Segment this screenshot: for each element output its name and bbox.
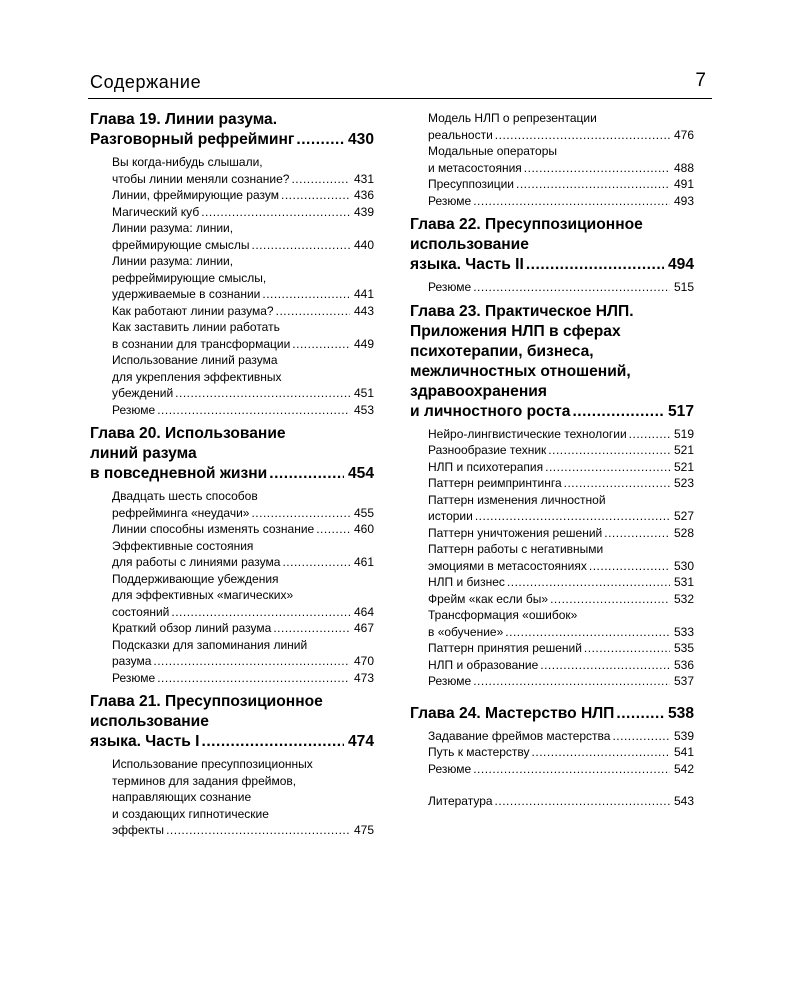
toc-entry	[112, 571, 374, 621]
toc-column-left	[90, 110, 374, 845]
chapter-title-row	[90, 732, 374, 752]
toc-entry-row	[428, 442, 694, 459]
chapter-title-line: Глава 23. Практическое НЛП.	[410, 302, 634, 320]
toc-entry	[428, 176, 694, 193]
chapter-block	[90, 424, 374, 686]
dot-leader	[616, 704, 664, 724]
toc-entry	[112, 303, 374, 320]
dot-leader	[532, 744, 670, 761]
toc-entry-row	[428, 127, 694, 144]
toc-entry	[112, 253, 374, 303]
toc-entry-line: Использование пресуппозиционных	[112, 757, 313, 771]
dot-leader	[572, 402, 664, 422]
dot-leader	[507, 574, 670, 591]
chapter-title-line: Глава 19. Линии разума.	[90, 111, 278, 128]
chapter-title-line: здравоохранения	[410, 382, 547, 400]
toc-entry-text: Фрейм «как если бы»	[428, 591, 549, 606]
dot-leader	[516, 176, 670, 193]
toc-entry-page: 443	[353, 303, 374, 318]
chapter-heading	[410, 704, 694, 724]
toc-entry	[112, 538, 374, 571]
literature-row	[428, 793, 694, 810]
toc-entry-text: для работы с линиями разума	[112, 555, 281, 569]
toc-entry-row	[112, 385, 374, 402]
toc-entry	[112, 204, 374, 221]
toc-entry-page: 431	[353, 171, 374, 186]
toc-entry	[428, 574, 694, 591]
toc-entry-page: 464	[353, 604, 374, 619]
toc-entry-row	[428, 459, 694, 476]
chapter-title-text: языка. Часть I	[90, 733, 200, 750]
toc-entry	[428, 426, 694, 443]
chapter-title-line: линий разума	[90, 445, 197, 462]
dot-leader	[153, 653, 350, 670]
page-header	[88, 68, 712, 99]
toc-entry-line: для укрепления эффективных	[112, 369, 282, 384]
toc-entry-text: НЛП и образование	[428, 657, 539, 672]
toc-entry-row	[428, 160, 694, 177]
toc-entry	[112, 521, 374, 538]
toc-entry	[428, 279, 694, 296]
toc-entry	[112, 637, 374, 670]
chapter-title-row	[90, 464, 374, 484]
toc-entry	[428, 657, 694, 674]
chapter-heading	[410, 215, 694, 275]
chapter-title-line: использование	[410, 236, 529, 253]
toc-entry	[428, 640, 694, 657]
toc-entry-text: Задавание фреймов мастерства	[428, 728, 611, 743]
toc-entry-page: 491	[673, 177, 694, 191]
toc-entry-row	[112, 187, 374, 204]
chapter-heading	[90, 692, 374, 752]
chapter-title-row	[410, 402, 694, 422]
toc-entry-page: 515	[673, 280, 694, 294]
toc-entry-line: Паттерн изменения личностной	[428, 492, 606, 507]
toc-entry-row	[112, 303, 374, 320]
toc-entry-line: Использование линий разума	[112, 353, 278, 367]
toc-entry-row	[112, 505, 374, 522]
toc-entry-text: Паттерн принятия решений	[428, 641, 582, 655]
chapter-title-page: 430	[347, 131, 374, 148]
dot-leader	[545, 459, 670, 476]
toc-entry-page: 528	[673, 525, 694, 540]
toc-entry-text: рефрейминга «неудачи»	[112, 505, 250, 520]
toc-entry-page: 439	[353, 204, 374, 219]
toc-entry-page: 467	[353, 621, 374, 635]
dot-leader	[495, 127, 670, 144]
chapter-title-row	[410, 704, 694, 724]
toc-entry-row	[428, 761, 694, 778]
toc-entry-text: состояний	[112, 604, 170, 619]
toc-entry	[112, 670, 374, 687]
toc-entry-page: 453	[353, 402, 374, 417]
dot-leader	[604, 525, 670, 542]
toc-entry-page: 476	[673, 127, 694, 142]
dot-leader	[175, 385, 350, 402]
toc-entry-row	[112, 171, 374, 188]
toc-entry-page: 533	[673, 624, 694, 639]
toc-entry-text: Резюме	[428, 193, 472, 208]
toc-entry-row	[428, 624, 694, 641]
toc-entry-row	[428, 574, 694, 591]
toc-entry-page: 527	[673, 509, 694, 523]
dot-leader	[282, 554, 350, 571]
toc-entry	[112, 756, 374, 839]
toc-entry-page: 473	[353, 670, 374, 685]
toc-entry-page: 521	[673, 459, 694, 474]
dot-leader	[475, 508, 670, 525]
chapter-title-page: 517	[667, 402, 694, 420]
toc-entry-line: Вы когда-нибудь слышали,	[112, 155, 263, 169]
dot-leader	[495, 793, 670, 810]
toc-entry	[112, 154, 374, 187]
dot-leader	[524, 160, 670, 177]
toc-entry-page: 461	[353, 555, 374, 569]
chapter-heading	[410, 302, 694, 422]
chapter-title-line: Приложения НЛП в сферах	[410, 322, 621, 340]
toc-entry-line: Линии разума: линии,	[112, 254, 234, 268]
toc-entry-row	[428, 558, 694, 575]
dot-leader	[157, 402, 350, 419]
toc-entry-row	[112, 620, 374, 637]
toc-entry	[112, 488, 374, 521]
toc-entry-text: истории	[428, 509, 473, 523]
toc-entry-text: Пресуппозиции	[428, 177, 514, 191]
toc-entry-line: терминов для задания фреймов,	[112, 773, 297, 788]
toc-entry-row	[112, 653, 374, 670]
chapter-block	[410, 302, 694, 690]
chapter-title-row	[90, 130, 374, 150]
toc-entry	[428, 459, 694, 476]
toc-entry-text: в сознании для трансформации	[112, 336, 291, 351]
dot-leader	[526, 255, 664, 275]
chapter-block	[410, 215, 694, 296]
toc-entry	[428, 761, 694, 778]
toc-entry-text: Резюме	[428, 280, 472, 294]
toc-entry-text: Путь к мастерству	[428, 745, 530, 759]
toc-entry	[428, 525, 694, 542]
dot-leader	[629, 426, 670, 443]
toc-entry-page: 539	[673, 728, 694, 743]
toc-entry-text: Резюме	[112, 670, 156, 685]
toc-entry-text: Линии способны изменять сознание	[112, 522, 315, 536]
toc-entry-text: в «обучение»	[428, 624, 504, 639]
toc-entry	[428, 744, 694, 761]
toc-entry-page: 537	[673, 674, 694, 688]
toc-entry	[428, 591, 694, 608]
toc-entry	[428, 442, 694, 459]
toc-entry-row	[428, 176, 694, 193]
toc-entry-page: 521	[673, 443, 694, 457]
dot-leader	[316, 521, 350, 538]
dot-leader	[548, 442, 670, 459]
toc-entry-row	[428, 525, 694, 542]
page-number: 7	[695, 70, 706, 91]
toc-entry-text: реальности	[428, 127, 493, 142]
dot-leader	[269, 464, 344, 484]
chapter-title-line: межличностных отношений,	[410, 362, 631, 380]
toc-entry	[112, 352, 374, 402]
toc-entry-row	[428, 426, 694, 443]
chapter-title-text: в повседневной жизни	[90, 465, 268, 482]
toc-entry-line: Двадцать шесть способов	[112, 489, 258, 503]
toc-entry-row	[428, 744, 694, 761]
dot-leader	[171, 604, 350, 621]
toc-entry-row	[112, 670, 374, 687]
toc-entry-row	[428, 475, 694, 492]
toc-entry-text: НЛП и бизнес	[428, 575, 505, 589]
toc-entry-page: 436	[353, 188, 374, 202]
toc-entry-row	[112, 604, 374, 621]
toc-entry-row	[112, 521, 374, 538]
chapter-title-line: Глава 22. Пресуппозиционное	[410, 216, 643, 233]
toc-entry-page: 493	[673, 193, 694, 208]
toc-entry-line: Линии разума: линии,	[112, 221, 234, 235]
toc-entry-text: Магический куб	[112, 204, 200, 219]
toc-entry-page: 523	[673, 476, 694, 490]
chapter-title-text: языка. Часть II	[410, 256, 524, 273]
toc-entry-row	[112, 822, 374, 839]
chapter-title-line: Глава 21. Пресуппозиционное	[90, 693, 323, 710]
toc-entry-row	[428, 728, 694, 745]
toc-entry	[112, 187, 374, 204]
chapter-title-page: 538	[667, 704, 694, 722]
chapter-block	[90, 692, 374, 839]
chapter-block	[90, 110, 374, 418]
toc-entry-page: 441	[353, 287, 374, 301]
toc-entry-page: 535	[673, 641, 694, 655]
chapter-title-line: психотерапии, бизнеса,	[410, 342, 594, 360]
chapter-block	[410, 110, 694, 209]
toc-entry-text: Резюме	[428, 674, 472, 688]
toc-entry-row	[428, 657, 694, 674]
toc-entry-page: 460	[353, 522, 374, 536]
toc-entry-line: рефреймирующие смыслы,	[112, 270, 267, 285]
chapter-heading	[90, 424, 374, 484]
toc-entry	[112, 220, 374, 253]
toc-entry	[112, 319, 374, 352]
toc-entry-text: эффекты	[112, 823, 165, 837]
chapter-title-text: и личностного роста	[410, 402, 571, 420]
toc-entry	[112, 402, 374, 419]
dot-leader	[540, 657, 670, 674]
toc-entry-text: эмоциями в метасостояниях	[428, 558, 587, 573]
toc-entry-text: Разнообразие техник	[428, 443, 547, 457]
toc-entry-text: Как работают линии разума?	[112, 303, 274, 318]
toc-entry-page: 531	[673, 575, 694, 589]
toc-entry-line: Трансформация «ошибок»	[428, 608, 578, 622]
toc-entry-text: убеждений	[112, 386, 174, 400]
toc-column-right	[410, 110, 694, 810]
toc-entry	[428, 475, 694, 492]
toc-entry	[428, 143, 694, 176]
toc-entry-line: Подсказки для запоминания линий	[112, 637, 308, 652]
dot-leader	[201, 204, 350, 221]
toc-entry-row	[428, 640, 694, 657]
toc-entry-page: 451	[353, 386, 374, 400]
toc-entry-text: Линии, фреймирующие разум	[112, 188, 279, 202]
toc-entry-text: Паттерн реимпринтинга	[428, 476, 562, 490]
dot-leader	[252, 237, 350, 254]
dot-leader	[473, 673, 670, 690]
toc-entry-text: Резюме	[112, 402, 156, 417]
toc-entry-text: Резюме	[428, 761, 472, 776]
toc-entry-line: и создающих гипнотические	[112, 806, 269, 821]
toc-entry-row	[428, 591, 694, 608]
chapter-block	[410, 704, 694, 778]
dot-leader	[550, 591, 670, 608]
dot-leader	[292, 336, 350, 353]
toc-entry-text: разума	[112, 654, 152, 668]
dot-leader	[564, 475, 670, 492]
toc-entry-page: 440	[353, 237, 374, 252]
dot-leader	[281, 187, 350, 204]
chapter-title-page: 494	[667, 256, 694, 273]
chapter-title-line: использование	[90, 713, 209, 730]
dot-leader	[505, 624, 670, 641]
toc-entry-text: Нейро-лингвистические технологии	[428, 426, 627, 441]
chapter-title-text: Разговорный рефрейминг	[90, 131, 295, 148]
dot-leader	[262, 286, 350, 303]
dot-leader	[251, 505, 350, 522]
toc-entry-text: Паттерн уничтожения решений	[428, 525, 603, 540]
toc-entry-page: 542	[673, 761, 694, 776]
toc-entry-text: чтобы линии меняли сознание?	[112, 171, 290, 186]
chapter-heading	[90, 110, 374, 150]
toc-entry-text: фреймирующие смыслы	[112, 237, 250, 252]
toc-entry-page: 519	[673, 426, 694, 441]
dot-leader	[273, 620, 350, 637]
toc-entry	[428, 607, 694, 640]
toc-entry-page: 530	[673, 558, 694, 573]
dot-leader	[166, 822, 350, 839]
toc-entry-line: Поддерживающие убеждения	[112, 571, 279, 586]
toc-entry-text: и метасостояния	[428, 160, 522, 175]
toc-entry-page: 536	[673, 657, 694, 672]
toc-entry-page: 541	[673, 745, 694, 759]
toc-entry-page: 475	[353, 823, 374, 837]
toc-entry-row	[428, 193, 694, 210]
toc-entry-row	[428, 673, 694, 690]
toc-entry	[112, 620, 374, 637]
literature-page: 543	[673, 794, 694, 808]
toc-entry	[428, 110, 694, 143]
dot-leader	[612, 728, 670, 745]
dot-leader	[473, 193, 670, 210]
literature-text: Литература	[428, 794, 493, 808]
page-title: Содержание	[90, 72, 202, 92]
dot-leader	[296, 130, 344, 150]
dot-leader	[473, 279, 670, 296]
toc-entry-line: Эффективные состояния	[112, 538, 254, 553]
chapter-title-page: 474	[347, 733, 374, 750]
dot-leader	[589, 558, 670, 575]
toc-entry	[428, 728, 694, 745]
toc-entry-page: 455	[353, 505, 374, 520]
toc-entry-text: Краткий обзор линий разума	[112, 621, 272, 635]
toc-entry-page: 532	[673, 591, 694, 606]
chapter-title-text: Глава 24. Мастерство НЛП	[410, 704, 615, 722]
toc-entry	[428, 541, 694, 574]
toc-entry-row	[112, 286, 374, 303]
toc-entry-line: Паттерн работы с негативными	[428, 542, 604, 556]
toc-entry	[428, 673, 694, 690]
toc-entry-page: 470	[353, 654, 374, 668]
toc-entry-text: удерживаемые в сознании	[112, 287, 261, 301]
toc-entry-row	[112, 237, 374, 254]
toc-entry-line: Как заставить линии работать	[112, 320, 280, 334]
dot-leader	[473, 761, 670, 778]
toc-entry-text: НЛП и психотерапия	[428, 459, 544, 474]
toc-entry	[428, 492, 694, 525]
dot-leader	[157, 670, 350, 687]
toc-entry-row	[428, 508, 694, 525]
dot-leader	[276, 303, 350, 320]
toc-entry-line: для эффективных «магических»	[112, 588, 294, 602]
toc-entry-row	[112, 402, 374, 419]
toc-entry	[428, 193, 694, 210]
toc-entry-page: 449	[353, 336, 374, 351]
dot-leader	[202, 732, 344, 752]
toc-entry-line: Модель НЛП о репрезентации	[428, 111, 597, 125]
dot-leader	[291, 171, 350, 188]
toc-entry-line: направляющих сознание	[112, 790, 252, 804]
chapter-title-line: Глава 20. Использование	[90, 425, 286, 442]
dot-leader	[584, 640, 670, 657]
toc-entry-row	[112, 336, 374, 353]
toc-entry-row	[112, 204, 374, 221]
toc-entry-line: Модальные операторы	[428, 144, 557, 158]
literature-entry	[428, 793, 694, 810]
chapter-title-row	[410, 255, 694, 275]
chapter-title-page: 454	[347, 465, 374, 482]
toc-entry-row	[428, 279, 694, 296]
toc-entry-page: 488	[673, 160, 694, 175]
toc-entry-row	[112, 554, 374, 571]
